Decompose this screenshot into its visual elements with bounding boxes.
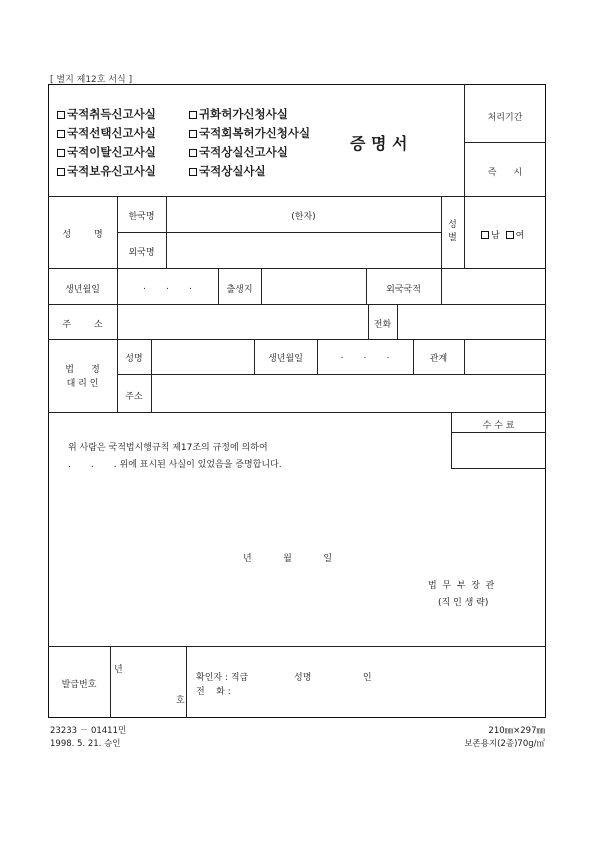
checkbox-icon[interactable] — [189, 149, 197, 157]
relation-field[interactable] — [467, 343, 542, 371]
address-bottom-line — [48, 339, 546, 340]
checkbox-icon[interactable] — [57, 168, 65, 176]
issuance-top-line — [48, 646, 546, 647]
checkbox-item[interactable] — [57, 106, 156, 122]
birth-vline-3 — [261, 268, 262, 304]
rep-address-field[interactable] — [154, 378, 542, 408]
certification-line-1: 위 사람은 국적법시행규칙 제17조의 규정에 의하여 — [68, 443, 268, 453]
address-vline-3 — [397, 304, 398, 339]
fee-label: 수 수 료 — [482, 421, 515, 431]
rep-vline-2 — [151, 339, 152, 412]
checker-line: 확인자 : 직급 성명 인 — [196, 673, 372, 683]
address-label: 주 소 — [62, 320, 103, 330]
processing-vline — [464, 84, 465, 196]
rep-address-label: 주소 — [125, 392, 143, 402]
foreign-name-label: 외국명 — [128, 248, 155, 258]
phone-label: 전화 — [373, 320, 392, 330]
birth-label: 생년월일 — [65, 285, 100, 295]
certification-line-2: . . . 위에 표시된 사실이 있었음을 증명합니다. — [68, 460, 282, 470]
checkbox-item[interactable] — [189, 125, 310, 141]
name-bottom-line — [48, 268, 546, 269]
rep-split-line — [117, 374, 546, 375]
legal-rep-label: 법 정 — [65, 365, 100, 375]
korean-name-field[interactable] — [175, 222, 430, 232]
issuance-vline-1 — [110, 646, 111, 718]
sex-label: 성 별 — [448, 220, 457, 243]
paper-size: 210㎜×297㎜ — [488, 726, 545, 736]
birthplace-label: 출생지 — [226, 285, 253, 295]
issuance-number-label: 발급번호 — [61, 680, 97, 690]
checkbox-label: 국적상실사실 — [199, 164, 266, 178]
name-sub-vline — [166, 196, 167, 268]
processing-value: 즉 시 — [487, 168, 523, 178]
checkbox-label: 귀화허가신청사실 — [199, 107, 288, 121]
foreign-name-field[interactable] — [175, 238, 430, 262]
approval-date: 1998. 5. 21. 승인 — [50, 739, 121, 749]
checkbox-label: 국적회복허가신청사실 — [199, 126, 311, 140]
checkbox-icon[interactable] — [189, 130, 197, 138]
rep-name-label: 성명 — [125, 354, 143, 364]
header-bottom-line — [48, 196, 546, 197]
document-title: 증 명 서 — [350, 134, 408, 153]
checkbox-icon[interactable] — [481, 231, 489, 239]
female-label: 여 — [515, 231, 525, 241]
issuance-vline-2 — [186, 646, 187, 718]
issuance-year-label: 년 — [114, 665, 123, 675]
checkbox-icon[interactable] — [189, 111, 197, 119]
birth-bottom-line — [48, 304, 546, 305]
birth-date-field[interactable]: . . . — [143, 282, 192, 292]
address-vline-1 — [117, 304, 118, 339]
issuance-number-suffix: 호 — [176, 696, 185, 706]
fee-bottom-line — [451, 468, 546, 469]
korean-name-label: 한국명 — [128, 212, 155, 222]
processing-divider — [464, 142, 546, 143]
checkbox-item[interactable] — [57, 163, 156, 179]
checkbox-label: 국적선택신고사실 — [67, 126, 156, 140]
rep-bottom-line — [48, 412, 546, 413]
legal-rep-label-2: 대 리 인 — [66, 379, 99, 389]
rep-vline-6 — [464, 339, 465, 374]
checkbox-label: 국적취득신고사실 — [67, 107, 156, 121]
checkbox-item[interactable] — [189, 163, 266, 179]
fee-label-line — [451, 432, 546, 433]
rep-birth-label: 생년월일 — [268, 354, 303, 364]
address-field[interactable] — [120, 307, 364, 335]
checkbox-icon[interactable] — [57, 130, 65, 138]
checkbox-item[interactable] — [57, 125, 156, 141]
sex-vline-right — [464, 196, 465, 268]
foreign-nationality-field[interactable] — [444, 272, 542, 300]
checkbox-icon[interactable] — [189, 168, 197, 176]
checker-phone-line: 전 화 : — [196, 687, 231, 697]
phone-field[interactable] — [400, 307, 542, 335]
form-label: [ 별지 제12호 서식 ] — [50, 75, 133, 85]
certification-date: 년 월 일 — [243, 554, 333, 564]
checkbox-label: 국적상실신고사실 — [199, 145, 288, 159]
rep-birth-field[interactable]: . . . — [340, 351, 390, 361]
checkbox-icon[interactable] — [57, 149, 65, 157]
foreign-nationality-label: 외국국적 — [386, 285, 421, 295]
checkbox-item[interactable] — [57, 144, 156, 160]
hanja-label: (한자) — [291, 212, 316, 222]
form-code: 23233 － 01411민 — [50, 726, 127, 736]
processing-label: 처리기간 — [487, 113, 523, 123]
paper-type: 보존용지(2종)70g/㎡ — [464, 739, 545, 749]
sex-options — [481, 228, 524, 241]
checkbox-label: 국적보유신고사실 — [67, 164, 156, 178]
checkbox-icon[interactable] — [57, 111, 65, 119]
checkbox-label: 국적이탈신고사실 — [67, 145, 156, 159]
checkbox-item[interactable] — [189, 106, 288, 122]
checkbox-icon[interactable] — [506, 231, 514, 239]
checkbox-item[interactable] — [189, 144, 288, 160]
relation-label: 관계 — [429, 354, 448, 364]
male-label: 남 — [491, 231, 500, 241]
seal-note: (직 인 생 략) — [438, 598, 489, 608]
birthplace-field[interactable] — [264, 272, 362, 300]
name-label: 성 명 — [62, 230, 103, 240]
rep-name-field[interactable] — [154, 343, 250, 371]
birth-vline-5 — [441, 268, 442, 304]
issuing-authority: 법 무 부 장 관 — [428, 581, 495, 591]
